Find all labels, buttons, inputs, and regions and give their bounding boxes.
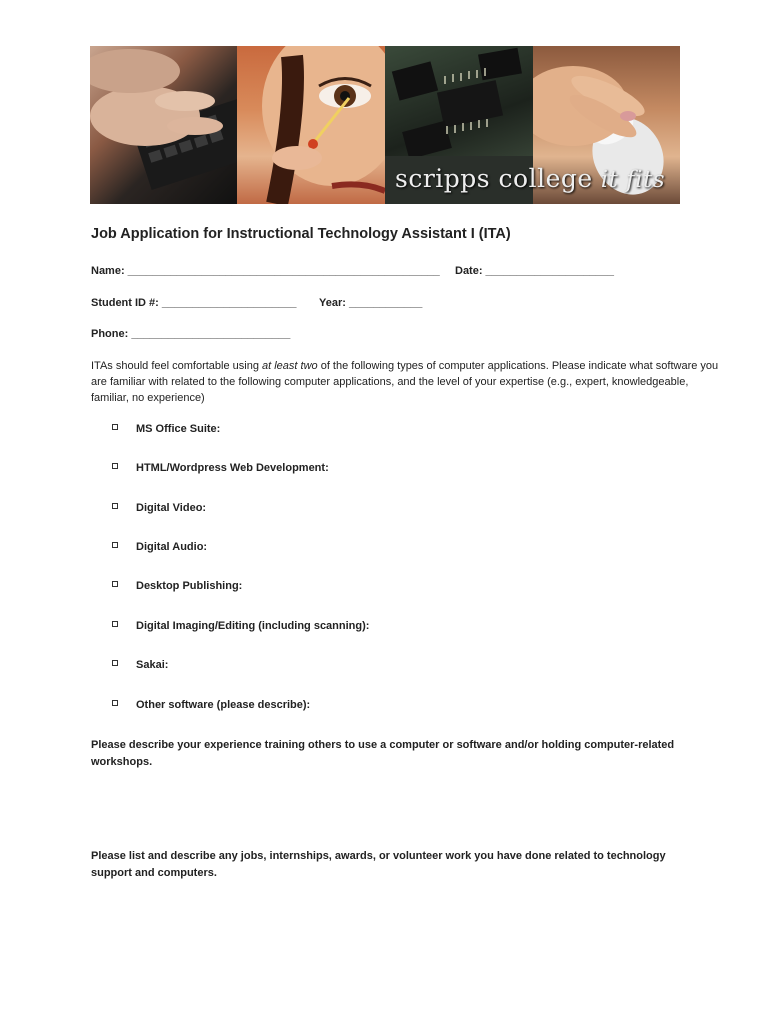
list-item-digital-imaging[interactable] bbox=[112, 620, 369, 632]
list-item-label: MS Office Suite: bbox=[136, 423, 221, 435]
bullet-icon bbox=[112, 424, 118, 430]
list-item-sakai[interactable] bbox=[112, 659, 168, 671]
page-title: Job Application for Instructional Technology Assistant I (ITA) bbox=[91, 226, 511, 242]
list-item-ms-office[interactable] bbox=[112, 423, 220, 435]
list-item-label: Sakai: bbox=[136, 659, 169, 671]
list-item-web-development[interactable] bbox=[112, 462, 329, 474]
bullet-icon bbox=[112, 700, 118, 706]
list-item-digital-video[interactable] bbox=[112, 502, 206, 514]
question-jobs[interactable]: Please list and describe any jobs, internships, awards, or volunteer work you have done related to technology support and computers. bbox=[91, 850, 666, 879]
header-banner bbox=[90, 46, 680, 204]
intro-emphasis: at least two bbox=[262, 360, 318, 372]
name-field[interactable]: Name: ___________________________________________________ bbox=[91, 265, 440, 277]
list-item-label: Other software (please describe): bbox=[136, 699, 311, 711]
banner-keyboard-photo bbox=[90, 46, 237, 204]
intro-text-start: ITAs should feel comfortable using bbox=[91, 360, 262, 372]
list-item-label: HTML/Wordpress Web Development: bbox=[136, 462, 329, 474]
bullet-icon bbox=[112, 463, 118, 469]
list-item-label: Digital Audio: bbox=[136, 541, 208, 553]
intro-text-end: of the following types of computer applications. Please indicate what software you are familiar with related to the following computer applications, and the level of your expertise (e.g., expert, knowledgeable, familiar, no experience) bbox=[91, 360, 719, 404]
phone-field[interactable]: Phone: __________________________ bbox=[91, 328, 291, 340]
bullet-icon bbox=[112, 503, 118, 509]
date-field[interactable]: Date: _____________________ bbox=[455, 265, 615, 277]
banner-eye-photo bbox=[237, 46, 385, 204]
bullet-icon bbox=[112, 542, 118, 548]
bullet-icon bbox=[112, 621, 118, 627]
bullet-icon bbox=[112, 660, 118, 666]
brand-tagline: it fits bbox=[600, 167, 666, 193]
question-training[interactable]: Please describe your experience training others to use a computer or software and/or holding computer-related workshops. bbox=[91, 739, 675, 768]
bullet-icon bbox=[112, 581, 118, 587]
brand-logo bbox=[395, 164, 665, 193]
intro-paragraph bbox=[91, 358, 721, 406]
list-item-label: Digital Imaging/Editing (including scanning): bbox=[136, 620, 370, 632]
list-item-label: Digital Video: bbox=[136, 502, 207, 514]
list-item-label: Desktop Publishing: bbox=[136, 580, 243, 592]
student-id-field[interactable]: Student ID #: ______________________ bbox=[91, 297, 297, 309]
list-item-digital-audio[interactable] bbox=[112, 541, 207, 553]
brand-name: scripps college bbox=[395, 164, 593, 193]
list-item-other-software[interactable] bbox=[112, 699, 310, 711]
year-field[interactable]: Year: ____________ bbox=[319, 297, 423, 309]
list-item-desktop-publishing[interactable] bbox=[112, 580, 242, 592]
